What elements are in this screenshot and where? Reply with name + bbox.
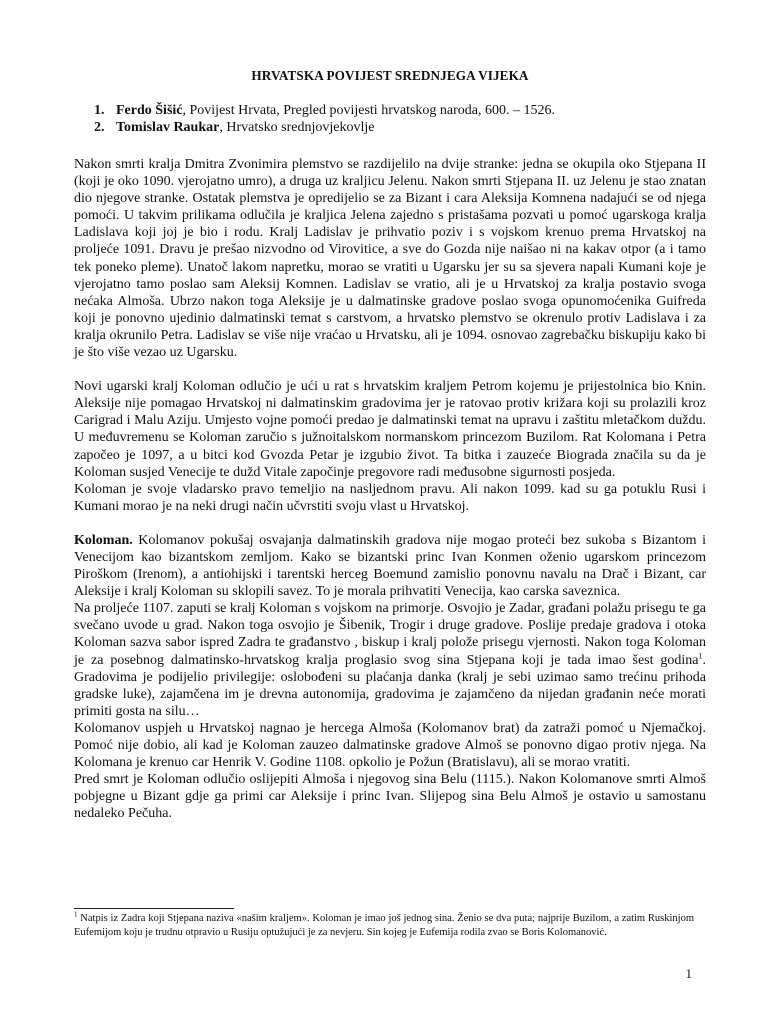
footnote-separator <box>74 908 234 909</box>
reference-author: Ferdo Šišić <box>116 103 183 118</box>
reference-title: , Povijest Hrvata, Pregled povijesti hrvatskog naroda, 600. – 1526. <box>182 103 555 118</box>
paragraph-5-part-1: Na proljeće 1107. zaputi se kralj Koloman s vojskom na primorje. Osvojio je Zadar, građani polažu prisegu te ga svečano uvode u grad. Nakon toga osvojio je Šibenik, Trogir i druge gradove. Poslije predaje gradova i otoka Koloman sazva sabor ispred Zadra te građanstvo , biskup i kralj polože prisegu vjernosti. Nakon toga Koloman je za posebnog dalmatinsko-hrvatskog kralja proglasio svog sina Stjepana koji je tada imao šest godina <box>74 601 706 668</box>
page-number: 1 <box>685 966 692 981</box>
reference-author: Tomislav Raukar <box>116 120 220 135</box>
section-heading-koloman: Koloman. <box>74 532 133 548</box>
reference-item <box>74 119 706 136</box>
paragraph-5 <box>74 600 706 720</box>
paragraph-4-body: Kolomanov pokušaj osvajanja dalmatinskih gradova nije mogao proteći bez sukoba s Bizantom i Venecijom kao bizantskom zemljom. Kako se bizantski princ Ivan Konmen oženio ugarskom princezom Piroškom (Irenom), a antiohijski i tarentski herceg Boemund zamislio ponovnu navalu na Drač i Bizant, car Aleksije i kralj Koloman su sklopili savez. To je morala prihvatiti Venecija, kao carska saveznica. <box>74 532 706 600</box>
paragraph-1: Nakon smrti kralja Dmitra Zvonimira plemstvo se razdijelilo na dvije stranke: jedna se okupila oko Stjepana II (koji je oko 1090. vjerojatno umro), a druga uz kraljicu Jelenu. Nakon smrti Stjepana II. uz Jelenu je stao znatan dio njegove stranke. Ostatak plemstva je opredijelio se za Bizant i cara Aleksija Komnena nadajući se od njega pomoći. U takvim prilikama odlučila je kraljica Jelena zajedno s pristašama pozvati u pomoć ugarskoga kralja Ladislava koji joj je bio i rodu. Kralj Ladislav je prihvatio poziv i s vojskom krenuo prema Hrvatskoj na proljeće 1091. Dravu je prešao nizvodno od Virovitice, a sve do Gozda nije naišao ni na kakav otpor (a i tamo tek poneko pleme). Unatoč lakom napretku, morao se vratiti u Ugarsku jer su sa sjevera napali Kumani koje je vjerojatno tamo poslao sam Aleksij Komnen. Ladislav se vratio, ali je u Hrvatskoj za kralja postavio svoga nećaka Almoša. Ubrzo nakon toga Aleksije je u dalmatinske gradove poslao svoga opunomoćenika Guifreda koji je ponovno ujedinio dalmatinski temat s carstvom, a hrvatsko plemstvo se okrenulo protiv Ladislava i za kralja okrunilo Petra. Ladislav se više nije vraćao u Hrvatsku, ali je 1094. osnovao zagrebačku biskupiju kako bi je što više vezao uz Ugarsku. <box>74 157 706 361</box>
paragraph-3: Koloman je svoje vladarsko pravo temeljio na nasljednom pravu. Ali nakon 1099. kad su ga potuklu Rusi i Kumani morao je na neki drugi način učvrstiti svoju vlast u Hrvatskoj. <box>74 481 706 514</box>
reference-number: 2. <box>94 120 105 135</box>
footnote-reference[interactable]: 1 <box>698 650 703 660</box>
reference-item <box>74 102 706 119</box>
reference-title: , Hrvatsko srednjovjekovlje <box>219 120 375 135</box>
reference-list <box>74 102 706 136</box>
footnote-mark: 1 <box>74 910 78 919</box>
paragraph-5-part-2: . Gradovima je podijelio privilegije: oslobođeni su plaćanja danka (kralj je sebi uzimao samo trećinu prihoda gradske luke), zajamčena im je drevna autonomija, gradovima je zajamčeno da nijedan građanin neće morati primiti gosta na silu… <box>74 652 706 719</box>
paragraph-6: Kolomanov uspjeh u Hrvatskoj nagnao je hercega Almoša (Kolomanov brat) da zatraži pomoć u Njemačkoj. Pomoć nije dobio, ali kad je Koloman zauzeo dalmatinske gradove Almoš se ponovno digao protiv njega. Na Kolomana je krenuo car Henrik V. Godine 1108. opkolio je Požun (Bratislavu), ali se morao vratiti. <box>74 720 706 771</box>
reference-text <box>116 119 374 136</box>
reference-number: 1. <box>94 103 105 118</box>
footnote <box>74 912 694 939</box>
reference-text <box>116 102 555 119</box>
document-title: HRVATSKA POVIJEST SREDNJEGA VIJEKA <box>251 68 529 83</box>
paragraph-7: Pred smrt je Koloman odlučio oslijepiti Almoša i njegovog sina Belu (1115.). Nakon Kolomanove smrti Almoš pobjegne u Bizant gdje ga primi car Aleksije i princ Ivan. Slijepog sina Belu Almoš je ostavio u samostanu nedaleko Pečuha. <box>74 772 706 822</box>
paragraph-4 <box>74 532 706 600</box>
footnote-text: Natpis iz Zadra koji Stjepana naziva «našim kraljem». Koloman je imao još jednog sina. Ženio se dva puta; najprije Buzilom, a zatim Ruskinjom Eufemijom koju je trudnu otpravio u Rusiju optužujući je za nevjeru. Sin kojeg je Eufemija rodila zvao se Boris Kolomanović. <box>74 913 694 938</box>
paragraph-2: Novi ugarski kralj Koloman odlučio je ući u rat s hrvatskim kraljem Petrom kojemu je prijestolnica bio Knin. Aleksije nije pomagao Hrvatskoj ni dalmatinskim gradovima jer je ratovao protiv križara koji su prolazili kroz Carigrad i Malu Aziju. Umjesto vojne pomoći predao je dalmatinski temat na upravu i zaštitu mletačkom duždu. U međuvremenu se Koloman zaručio s južnoitalskom normanskom princezom Buzilom. Rat Kolomana i Petra započeo je 1097, a u bitci kod Gvozda Petar je izgubio život. Ta bitka i zauzeće Biograda značila su da je Koloman susjed Venecije te dužd Vitale započinje pregovore radi međusobne sigurnosti posjeda. <box>74 379 706 480</box>
document-page <box>74 68 706 822</box>
